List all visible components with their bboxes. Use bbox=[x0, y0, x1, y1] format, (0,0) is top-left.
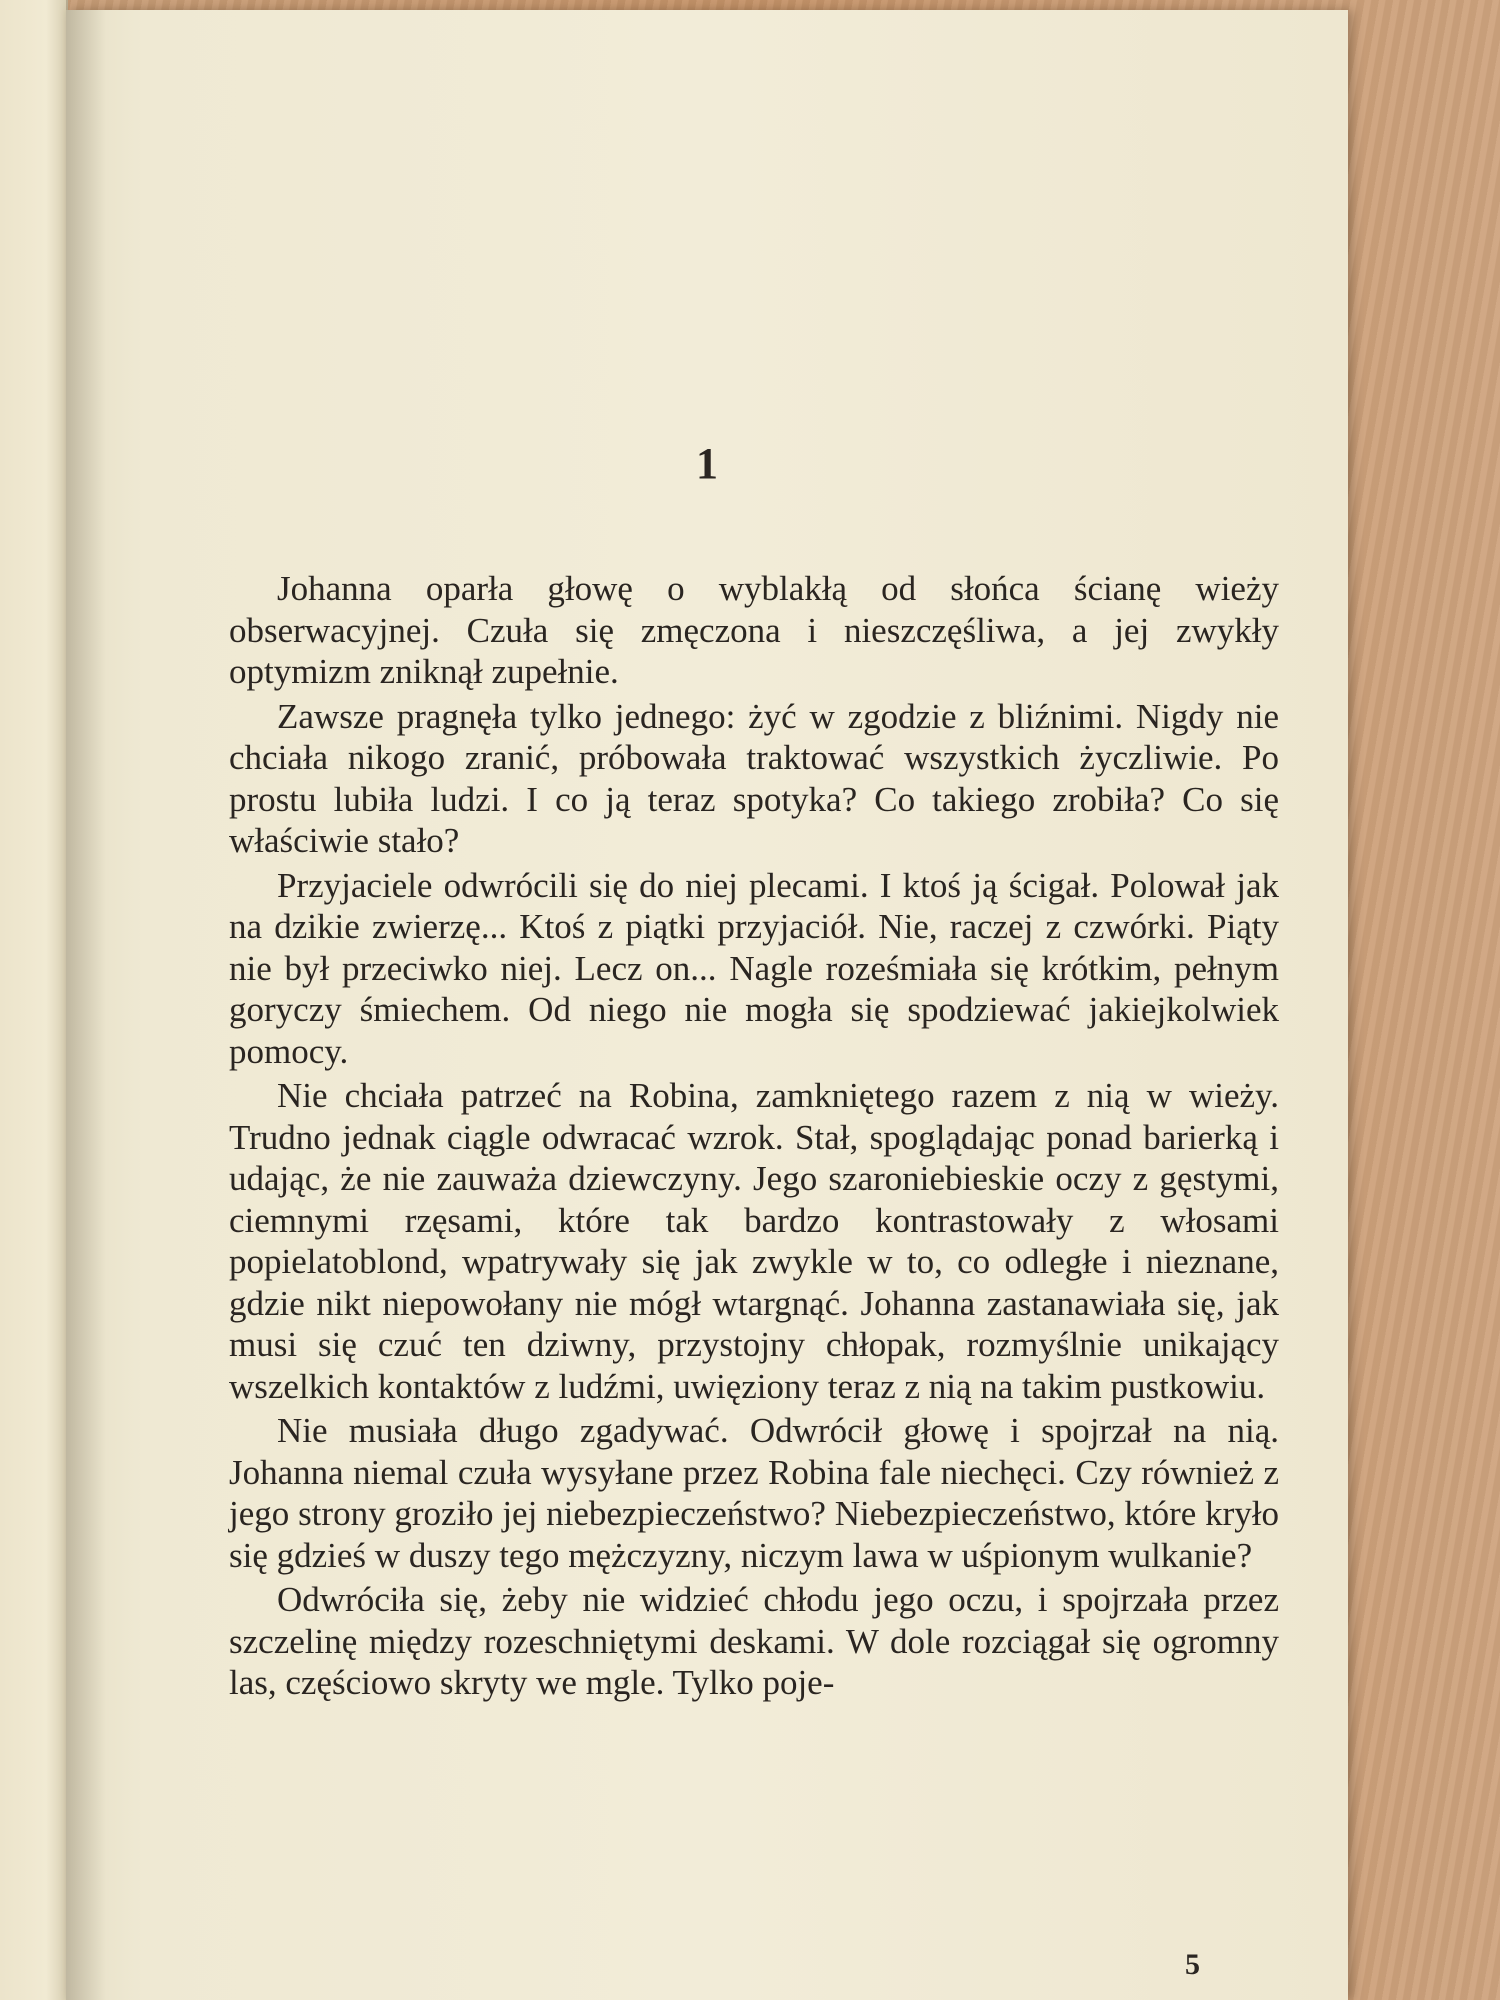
paragraph: Nie chciała patrzeć na Robina, zamkniętego razem z nią w wieży. Trudno jednak ciągle odwracać wzrok. Stał, spoglądając ponad barierką i udając, że nie zauważa dziewczyny. Jego szaroniebieskie oczy z gęstymi, ciemnymi rzęsami, które tak bardzo kontrastowały z włosami popielatoblond, wpatrywały się jak zwykle w to, co odległe i nieznane, gdzie nikt niepowołany nie mógł wtargnąć. Johanna zastanawiała się, jak musi się czuć ten dziwny, przystojny chłopak, rozmyślnie unikający wszelkich kontaktów z ludźmi, uwięziony teraz z nią na takim pustkowiu. bbox=[229, 1076, 1279, 1406]
page-number: 5 bbox=[1185, 1948, 1200, 1981]
spine-shadow bbox=[66, 10, 106, 2000]
chapter-body-text bbox=[229, 568, 1279, 1707]
book-page bbox=[66, 10, 1348, 2000]
paragraph: Nie musiała długo zgadywać. Odwrócił głowę i spojrzał na nią. Johanna niemal czuła wysyłane przez Robina fale niechęci. Czy również z jego strony groziło jej niebezpieczeństwo? Niebezpieczeństwo, które kryło się gdzieś w duszy tego mężczyzny, niczym lawa w uśpionym wulkanie? bbox=[229, 1411, 1279, 1575]
chapter-number: 1 bbox=[696, 439, 718, 488]
paragraph: Johanna oparła głowę o wyblakłą od słońca ścianę wieży obserwacyjnej. Czuła się zmęczona i nieszczęśliwa, a jej zwykły optymizm zniknął zupełnie. bbox=[229, 569, 1279, 691]
paragraph: Odwróciła się, żeby nie widzieć chłodu jego oczu, i spojrzała przez szczelinę między rozeschniętymi deskami. W dole rozciągał się ogromny las, częściowo skryty we mgle. Tylko poje- bbox=[229, 1580, 1279, 1702]
paragraph: Zawsze pragnęła tylko jednego: żyć w zgodzie z bliźnimi. Nigdy nie chciała nikogo zranić, próbowała traktować wszystkich życzliwie. Po prostu lubiła ludzi. I co ją teraz spotyka? Co takiego zrobiła? Co się właściwie stało? bbox=[229, 696, 1279, 860]
paragraph: Przyjaciele odwrócili się do niej plecami. I ktoś ją ścigał. Polował jak na dzikie zwierzę... Ktoś z piątki przyjaciół. Nie, raczej z czwórki. Piąty nie był przeciwko niej. Lecz on... Nagle roześmiała się krótkim, pełnym goryczy śmiechem. Od niego nie mogła się spodziewać jakiejkolwiek pomocy. bbox=[229, 865, 1279, 1071]
previous-page-edge bbox=[0, 0, 68, 2000]
